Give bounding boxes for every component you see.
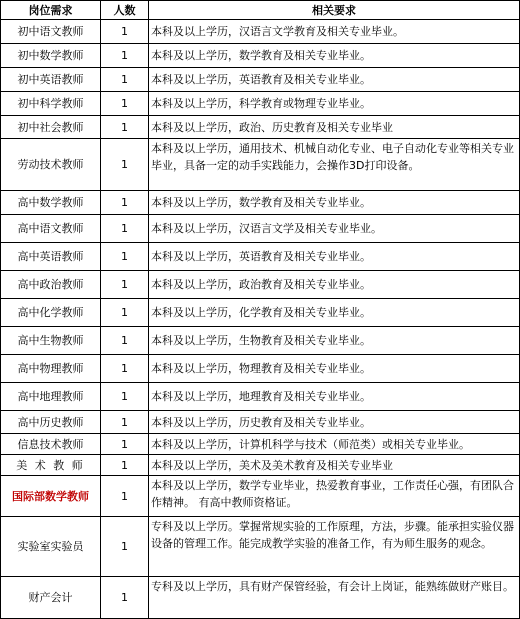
table-row — [1, 383, 520, 411]
requirements-cell: 本科及以上学历，汉语言文学教育及相关专业毕业。 — [149, 20, 520, 44]
requirements-cell: 本科及以上学历，地理教育及相关专业毕业。 — [149, 383, 520, 411]
requirements-cell: 本科及以上学历，计算机科学与技术（师范类）或相关专业毕业。 — [149, 434, 520, 455]
requirements-cell: 本科及以上学历，历史教育及相关专业毕业。 — [149, 411, 520, 434]
count-cell: 1 — [101, 355, 149, 383]
table-row — [1, 68, 520, 92]
post-cell: 实验室实验员 — [1, 517, 101, 577]
post-cell: 高中物理教师 — [1, 355, 101, 383]
table-row — [1, 243, 520, 271]
count-cell: 1 — [101, 116, 149, 139]
count-cell: 1 — [101, 434, 149, 455]
table-row — [1, 517, 520, 577]
post-cell: 初中科学教师 — [1, 92, 101, 116]
requirements-cell: 本科及以上学历，化学教育及相关专业毕业。 — [149, 299, 520, 327]
requirements-cell: 专科及以上学历，具有财产保管经验，有会计上岗证，能熟练做财产账目。 — [149, 577, 520, 619]
post-cell: 高中英语教师 — [1, 243, 101, 271]
table-row — [1, 116, 520, 139]
post-cell: 高中政治教师 — [1, 271, 101, 299]
table-row — [1, 139, 520, 191]
header-count: 人数 — [101, 1, 149, 20]
count-cell: 1 — [101, 577, 149, 619]
post-cell: 高中数学教师 — [1, 191, 101, 215]
requirements-cell: 本科及以上学历，政治、历史教育及相关专业毕业 — [149, 116, 520, 139]
table-row — [1, 355, 520, 383]
post-cell: 初中社会教师 — [1, 116, 101, 139]
count-cell: 1 — [101, 215, 149, 243]
requirements-cell: 本科及以上学历，数学教育及相关专业毕业。 — [149, 44, 520, 68]
table-row — [1, 215, 520, 243]
table-row — [1, 299, 520, 327]
count-cell: 1 — [101, 20, 149, 44]
header-requirements: 相关要求 — [149, 1, 520, 20]
count-cell: 1 — [101, 476, 149, 517]
post-cell: 美 术 教 师 — [1, 455, 101, 476]
table-row — [1, 92, 520, 116]
count-cell: 1 — [101, 455, 149, 476]
requirements-cell: 本科及以上学历，政治教育及相关专业毕业。 — [149, 271, 520, 299]
post-cell: 初中英语教师 — [1, 68, 101, 92]
table-row — [1, 44, 520, 68]
table-row — [1, 455, 520, 476]
table-row — [1, 577, 520, 619]
post-cell-highlighted: 国际部数学教师 — [1, 476, 101, 517]
count-cell: 1 — [101, 411, 149, 434]
table-row — [1, 20, 520, 44]
requirements-cell: 本科及以上学历，生物教育及相关专业毕业。 — [149, 327, 520, 355]
post-cell: 高中历史教师 — [1, 411, 101, 434]
requirements-cell: 本科及以上学历，数学教育及相关专业毕业。 — [149, 191, 520, 215]
post-cell: 劳动技术教师 — [1, 139, 101, 191]
count-cell: 1 — [101, 271, 149, 299]
post-cell: 高中化学教师 — [1, 299, 101, 327]
count-cell: 1 — [101, 517, 149, 577]
count-cell: 1 — [101, 68, 149, 92]
table-row — [1, 271, 520, 299]
requirements-cell: 本科及以上学历，英语教育及相关专业毕业。 — [149, 243, 520, 271]
count-cell: 1 — [101, 299, 149, 327]
post-cell: 高中地理教师 — [1, 383, 101, 411]
requirements-cell: 专科及以上学历。掌握常规实验的工作原理，方法，步骤。能承担实验仪器设备的管理工作。能完成教学实验的准备工作，有为师生服务的观念。 — [149, 517, 520, 577]
count-cell: 1 — [101, 383, 149, 411]
count-cell: 1 — [101, 327, 149, 355]
requirements-cell: 本科及以上学历，英语教育及相关专业毕业。 — [149, 68, 520, 92]
table-row — [1, 476, 520, 517]
table-row — [1, 434, 520, 455]
post-cell: 信息技术教师 — [1, 434, 101, 455]
count-cell: 1 — [101, 139, 149, 191]
post-cell: 财产会计 — [1, 577, 101, 619]
requirements-cell: 本科及以上学历，物理教育及相关专业毕业。 — [149, 355, 520, 383]
table-row — [1, 411, 520, 434]
requirements-cell: 本科及以上学历，数学专业毕业，热爱教育事业，工作责任心强，有团队合作精神。 有高中教师资格证。 — [149, 476, 520, 517]
requirements-cell: 本科及以上学历，通用技术、机械自动化专业、电子自动化专业等相关专业毕业，具备一定的动手实践能力，会操作3D打印设备。 — [149, 139, 520, 191]
count-cell: 1 — [101, 44, 149, 68]
post-cell: 高中生物教师 — [1, 327, 101, 355]
header-row — [1, 1, 520, 20]
post-cell: 初中语文教师 — [1, 20, 101, 44]
count-cell: 1 — [101, 243, 149, 271]
count-cell: 1 — [101, 191, 149, 215]
table-row — [1, 191, 520, 215]
count-cell: 1 — [101, 92, 149, 116]
post-cell: 初中数学教师 — [1, 44, 101, 68]
requirements-cell: 本科及以上学历，美术及美术教育及相关专业毕业 — [149, 455, 520, 476]
requirements-cell: 本科及以上学历，科学教育或物理专业毕业。 — [149, 92, 520, 116]
requirements-cell: 本科及以上学历，汉语言文学及相关专业毕业。 — [149, 215, 520, 243]
header-post: 岗位需求 — [1, 1, 101, 20]
post-cell: 高中语文教师 — [1, 215, 101, 243]
table-row — [1, 327, 520, 355]
